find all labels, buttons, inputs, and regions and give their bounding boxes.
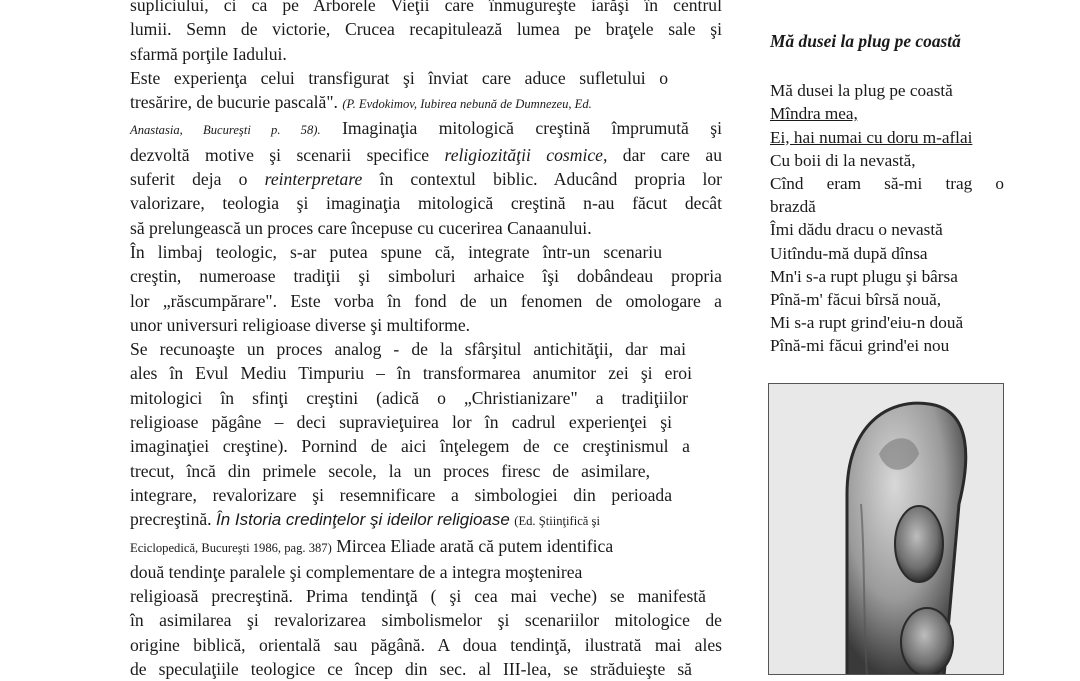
poem-line: Mi s-a rupt grind'eiu-n două <box>770 313 964 333</box>
book-title: În Istoria credinţelor şi ideilor religioase <box>215 510 510 530</box>
text-line: În limbaj teologic, s-ar putea spune că, integrate într-un scenariu <box>130 241 662 262</box>
text-line-with-citation <box>130 534 722 560</box>
text-line: două tendinţe paralele şi complementare de a integra moştenirea <box>130 561 583 582</box>
poem-line: Cînd eram să-mi trag o <box>770 174 1004 194</box>
text-line: în asimilarea şi revalorizarea simbolismelor şi scenariilor mitologice de <box>130 610 722 631</box>
emphasis: reinterpretare <box>264 169 363 190</box>
text-line: lor „răscumpărare". Este vorba în fond de un fenomen de omologare a <box>130 290 722 311</box>
text-line: imaginaţiei creştine). Pornind de aici înţelegem de ce creştinismul a <box>130 436 690 457</box>
text-line: lumii. Semn de victorie, Crucea recapitulează lumea pe braţele sale şi <box>130 19 722 40</box>
text-line: mitologici în sfinţi creştini (adică o „Christianizare" a tradiţiilor <box>130 387 688 408</box>
poem-line: Îmi dădu dracu o nevastă <box>770 220 943 240</box>
poem-line: Uitîndu-mă după dînsa <box>770 243 928 263</box>
poem-line: Mă dusei la plug pe coastă <box>770 81 953 101</box>
text-line: origine biblică, orientală sau păgână. A doua tendinţă, ilustrată mai ales <box>130 634 722 655</box>
text-fragment: precreştină. <box>130 509 212 530</box>
text-line: să prelungească un proces care începuse cu cucerirea Canaanului. <box>130 217 592 238</box>
poem-line: Cu boii di la nevastă, <box>770 150 916 170</box>
text-line-with-citation <box>130 116 722 142</box>
article-column <box>130 0 722 681</box>
text-fragment: suferit deja o <box>130 169 248 190</box>
text-fragment: Mircea Eliade arată că putem identifica <box>336 535 614 556</box>
text-line: religioasă precreştină. Prima tendinţă ( şi cea mai veche) se manifestă <box>130 586 706 607</box>
text-line: Este experienţa celui transfigurat şi înviat care aduce sufletului o <box>130 67 668 88</box>
text-line: valorizare, teologia şi imaginaţia mitologică creştină n-au făcut decât <box>130 193 722 214</box>
text-line: ales în Evul Mediu Timpuriu – în transformarea anumitor zei şi eroi <box>130 363 692 384</box>
citation: Eciclopedică, Bucureşti 1986, pag. 387) <box>130 540 332 555</box>
poem-line: Mîndra mea, <box>770 104 858 124</box>
citation: (Ed. Ştiinţifică şi <box>514 514 600 529</box>
poem-line: Pînă-m' făcui bîrsă nouă, <box>770 290 942 310</box>
poem-line: brazdă <box>770 197 816 217</box>
text-line: integrare, revalorizare şi resemnificare a simbologiei din perioada <box>130 484 672 505</box>
citation: Anastasia, Bucureşti p. 58). <box>130 123 321 138</box>
text-line: sfarmă porţile Iadului. <box>130 43 287 64</box>
text-line <box>130 167 722 191</box>
emphasis: religiozităţii cosmice, <box>444 144 608 165</box>
poem-column <box>770 30 1004 358</box>
text-line <box>130 143 722 167</box>
text-fragment: tresărire, de bucurie pascală". <box>130 92 338 113</box>
citation: (P. Evdokimov, Iubirea nebună de Dumnezeu, Ed. <box>342 97 592 112</box>
text-line: creştin, numeroase tradiţii şi simboluri arhaice îşi dobândeau propria <box>130 266 722 287</box>
text-line: unor universuri religioase diverse şi multiforme. <box>130 314 471 335</box>
text-line: supliciului, ci ca pe Arborele Vieţii care înmugureşte iarăşi în centrul <box>130 0 722 15</box>
text-fragment: dar care au <box>622 144 722 165</box>
poem-line: Ei, hai numai cu doru m-aflai <box>770 127 973 147</box>
text-fragment: dezvoltă motive şi scenarii specifice <box>130 144 430 165</box>
carved-wooden-object-photo <box>768 383 1004 675</box>
text-fragment: Imaginaţia mitologică creştină împrumută şi <box>342 118 722 139</box>
poem-line: Mn'i s-a rupt plugu şi bârsa <box>770 266 958 286</box>
text-line: de speculaţiile teologice ce încep din sec. al III-lea, se străduieşte să <box>130 659 692 680</box>
text-line: trecut, încă din primele secole, la un proces firesc de asimilare, <box>130 460 650 481</box>
text-line-with-citation <box>130 507 722 533</box>
text-line-with-citation <box>130 90 722 116</box>
text-fragment: în contextul biblic. Aducând propria lor <box>379 169 723 190</box>
text-line: religioase păgâne – deci supravieţuirea lor în cadrul experienţei şi <box>130 412 672 433</box>
text-line: Se recunoaşte un proces analog - de la sfârşitul antichităţii, dar mai <box>130 339 686 360</box>
poem-title: Mă dusei la plug pe coastă <box>770 31 961 51</box>
poem-line: Pînă-mi făcui grind'ei nou <box>770 336 950 356</box>
photo-illustration <box>769 384 1004 675</box>
